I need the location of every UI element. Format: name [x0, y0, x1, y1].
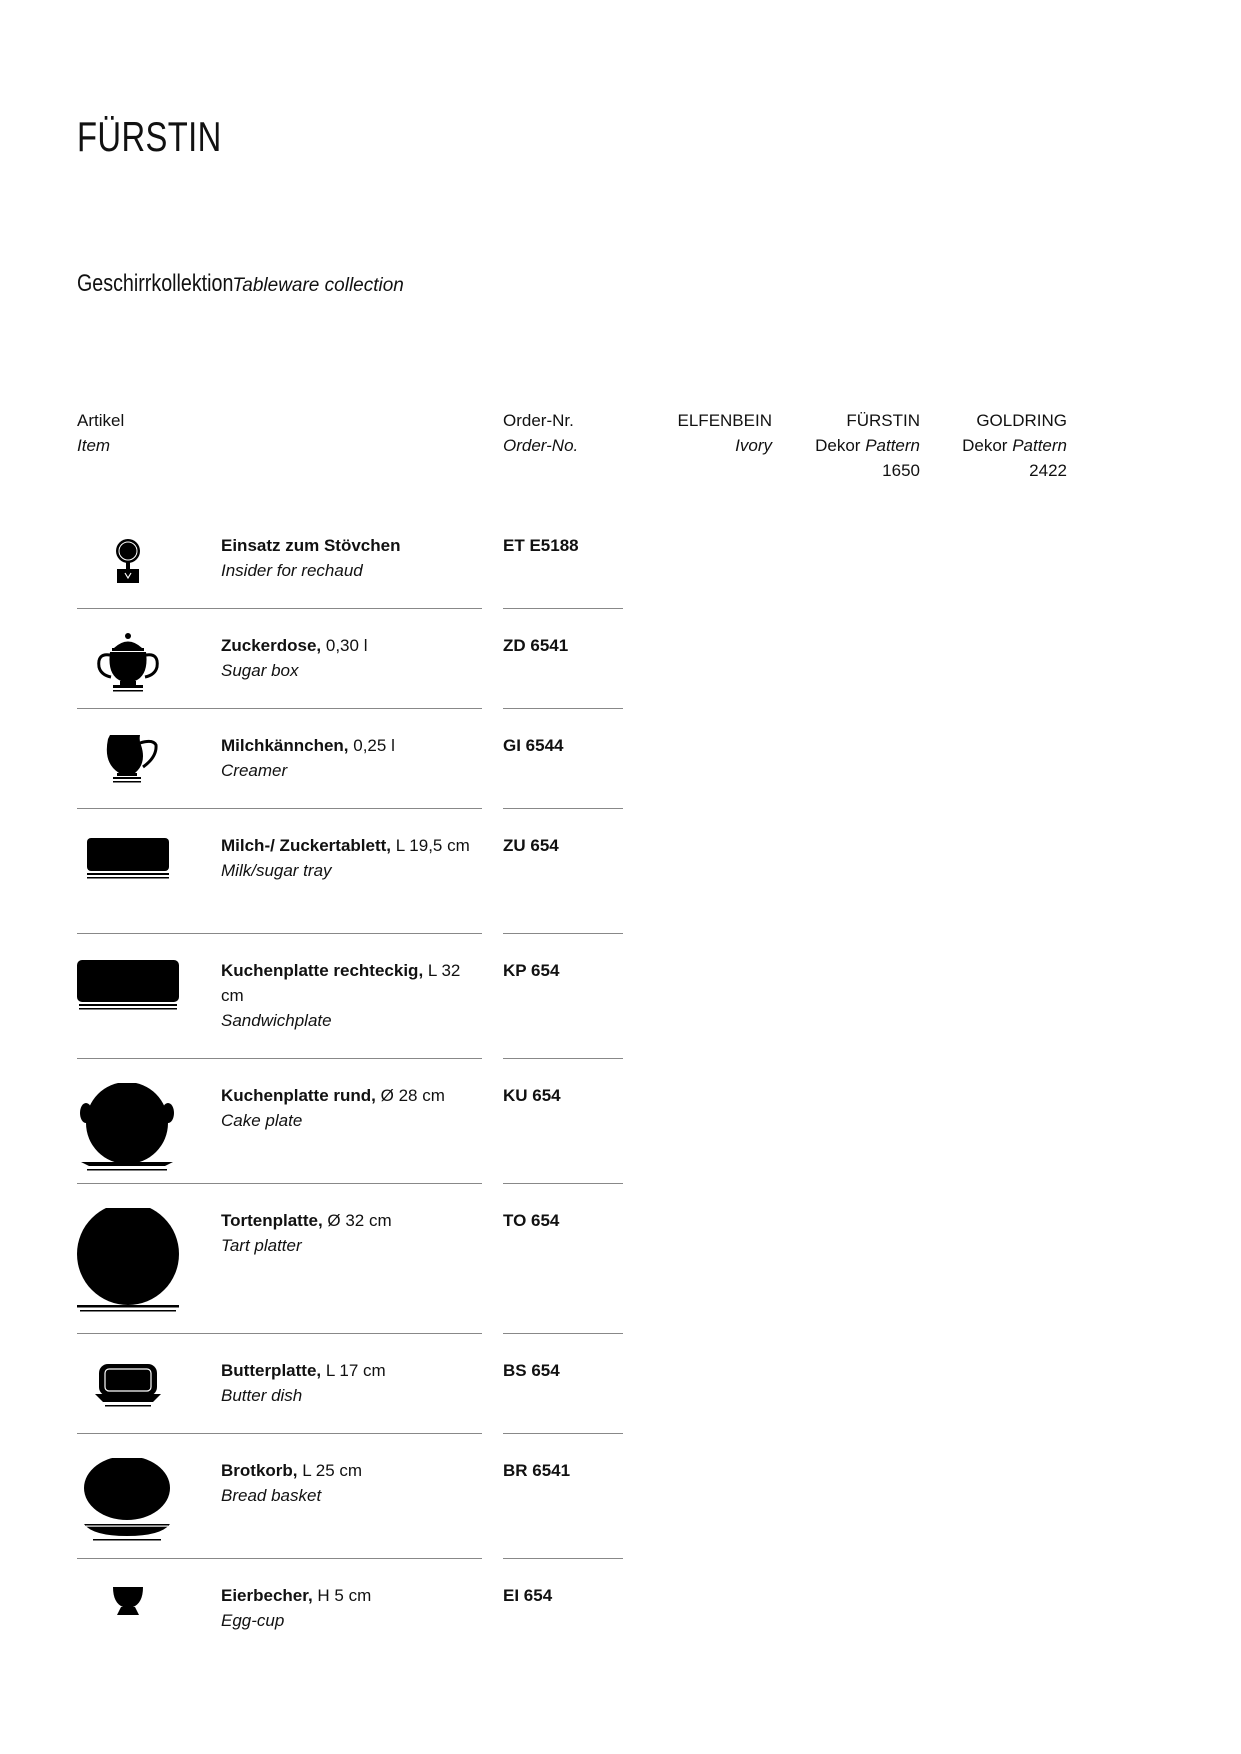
- item-name: Eierbecher, H 5 cm Egg-cup: [221, 1586, 372, 1630]
- header-goldring-number: 2422: [1029, 461, 1067, 480]
- row-divider: [503, 933, 623, 934]
- item-name: Milchkännchen, 0,25 l Creamer: [221, 736, 395, 780]
- order-number: BR 6541: [503, 1461, 571, 1480]
- row-divider: [503, 1183, 623, 1184]
- header-item-en: Item: [77, 436, 111, 455]
- order-number: ZU 654: [503, 836, 559, 855]
- subtitle-de: Geschirrkollektion: [77, 270, 234, 297]
- order-number: TO 654: [503, 1211, 560, 1230]
- header-ivory-en: Ivory: [735, 436, 772, 455]
- rechaud-insert-icon: [77, 533, 181, 603]
- creamer-icon: [77, 733, 181, 785]
- header-goldring-pattern: Dekor Pattern: [962, 436, 1067, 455]
- item-name: Einsatz zum Stövchen Insider for rechaud: [221, 536, 401, 580]
- order-number: GI 6544: [503, 736, 564, 755]
- order-number: BS 654: [503, 1361, 560, 1380]
- row-divider: [77, 1333, 482, 1334]
- page-title: FÜRSTIN: [77, 113, 222, 160]
- order-number: KU 654: [503, 1086, 561, 1105]
- row-divider: [77, 933, 482, 934]
- item-name: Milch-/ Zuckertablett, L 19,5 cm Milk/sugar tray: [221, 836, 470, 880]
- butter-dish-icon: [77, 1358, 181, 1410]
- tray-icon: [77, 833, 181, 883]
- row-divider: [77, 1558, 482, 1559]
- row-divider: [503, 808, 623, 809]
- order-number: ET E5188: [503, 536, 579, 555]
- item-name: Brotkorb, L 25 cm Bread basket: [221, 1461, 363, 1505]
- row-divider: [77, 608, 482, 609]
- sandwich-plate-icon: [77, 958, 181, 1014]
- item-name: Kuchenplatte rund, Ø 28 cm Cake plate: [221, 1086, 445, 1130]
- row-divider: [503, 608, 623, 609]
- row-divider: [503, 1333, 623, 1334]
- header-order-en: Order-No.: [503, 436, 579, 455]
- bread-basket-icon: [77, 1458, 181, 1548]
- row-divider: [503, 1058, 623, 1059]
- order-number: KP 654: [503, 961, 560, 980]
- header-order-de: Order-Nr.: [503, 411, 574, 430]
- cake-plate-icon: [77, 1083, 181, 1173]
- item-name: Kuchenplatte rechteckig, L 32 cm Sandwichplate: [221, 961, 461, 1030]
- order-number: EI 654: [503, 1586, 553, 1605]
- header-order: [503, 408, 578, 458]
- header-fuerstin-de: FÜRSTIN: [846, 411, 920, 430]
- subtitle: [77, 270, 404, 298]
- header-fuerstin: [780, 408, 920, 483]
- egg-cup-icon: [77, 1583, 181, 1619]
- row-divider: [77, 1058, 482, 1059]
- row-divider: [77, 808, 482, 809]
- header-item-de: Artikel: [77, 411, 125, 430]
- row-divider: [77, 708, 482, 709]
- item-name: Butterplatte, L 17 cm Butter dish: [221, 1361, 386, 1405]
- header-goldring: [926, 408, 1067, 483]
- header-goldring-de: GOLDRING: [976, 411, 1067, 430]
- row-divider: [77, 1433, 482, 1434]
- header-item: [77, 408, 124, 458]
- row-divider: [503, 1558, 623, 1559]
- subtitle-en: Tableware collection: [232, 275, 404, 296]
- header-ivory-de: ELFENBEIN: [677, 411, 772, 430]
- row-divider: [77, 1183, 482, 1184]
- sugar-box-icon: [77, 633, 181, 695]
- header-fuerstin-pattern: Dekor Pattern: [815, 436, 920, 455]
- tart-platter-icon: [77, 1208, 181, 1314]
- header-ivory: [640, 408, 772, 458]
- row-divider: [503, 708, 623, 709]
- header-fuerstin-number: 1650: [882, 461, 920, 480]
- item-name: Tortenplatte, Ø 32 cm Tart platter: [221, 1211, 392, 1255]
- order-number: ZD 6541: [503, 636, 569, 655]
- item-name: Zuckerdose, 0,30 l Sugar box: [221, 636, 368, 680]
- row-divider: [503, 1433, 623, 1434]
